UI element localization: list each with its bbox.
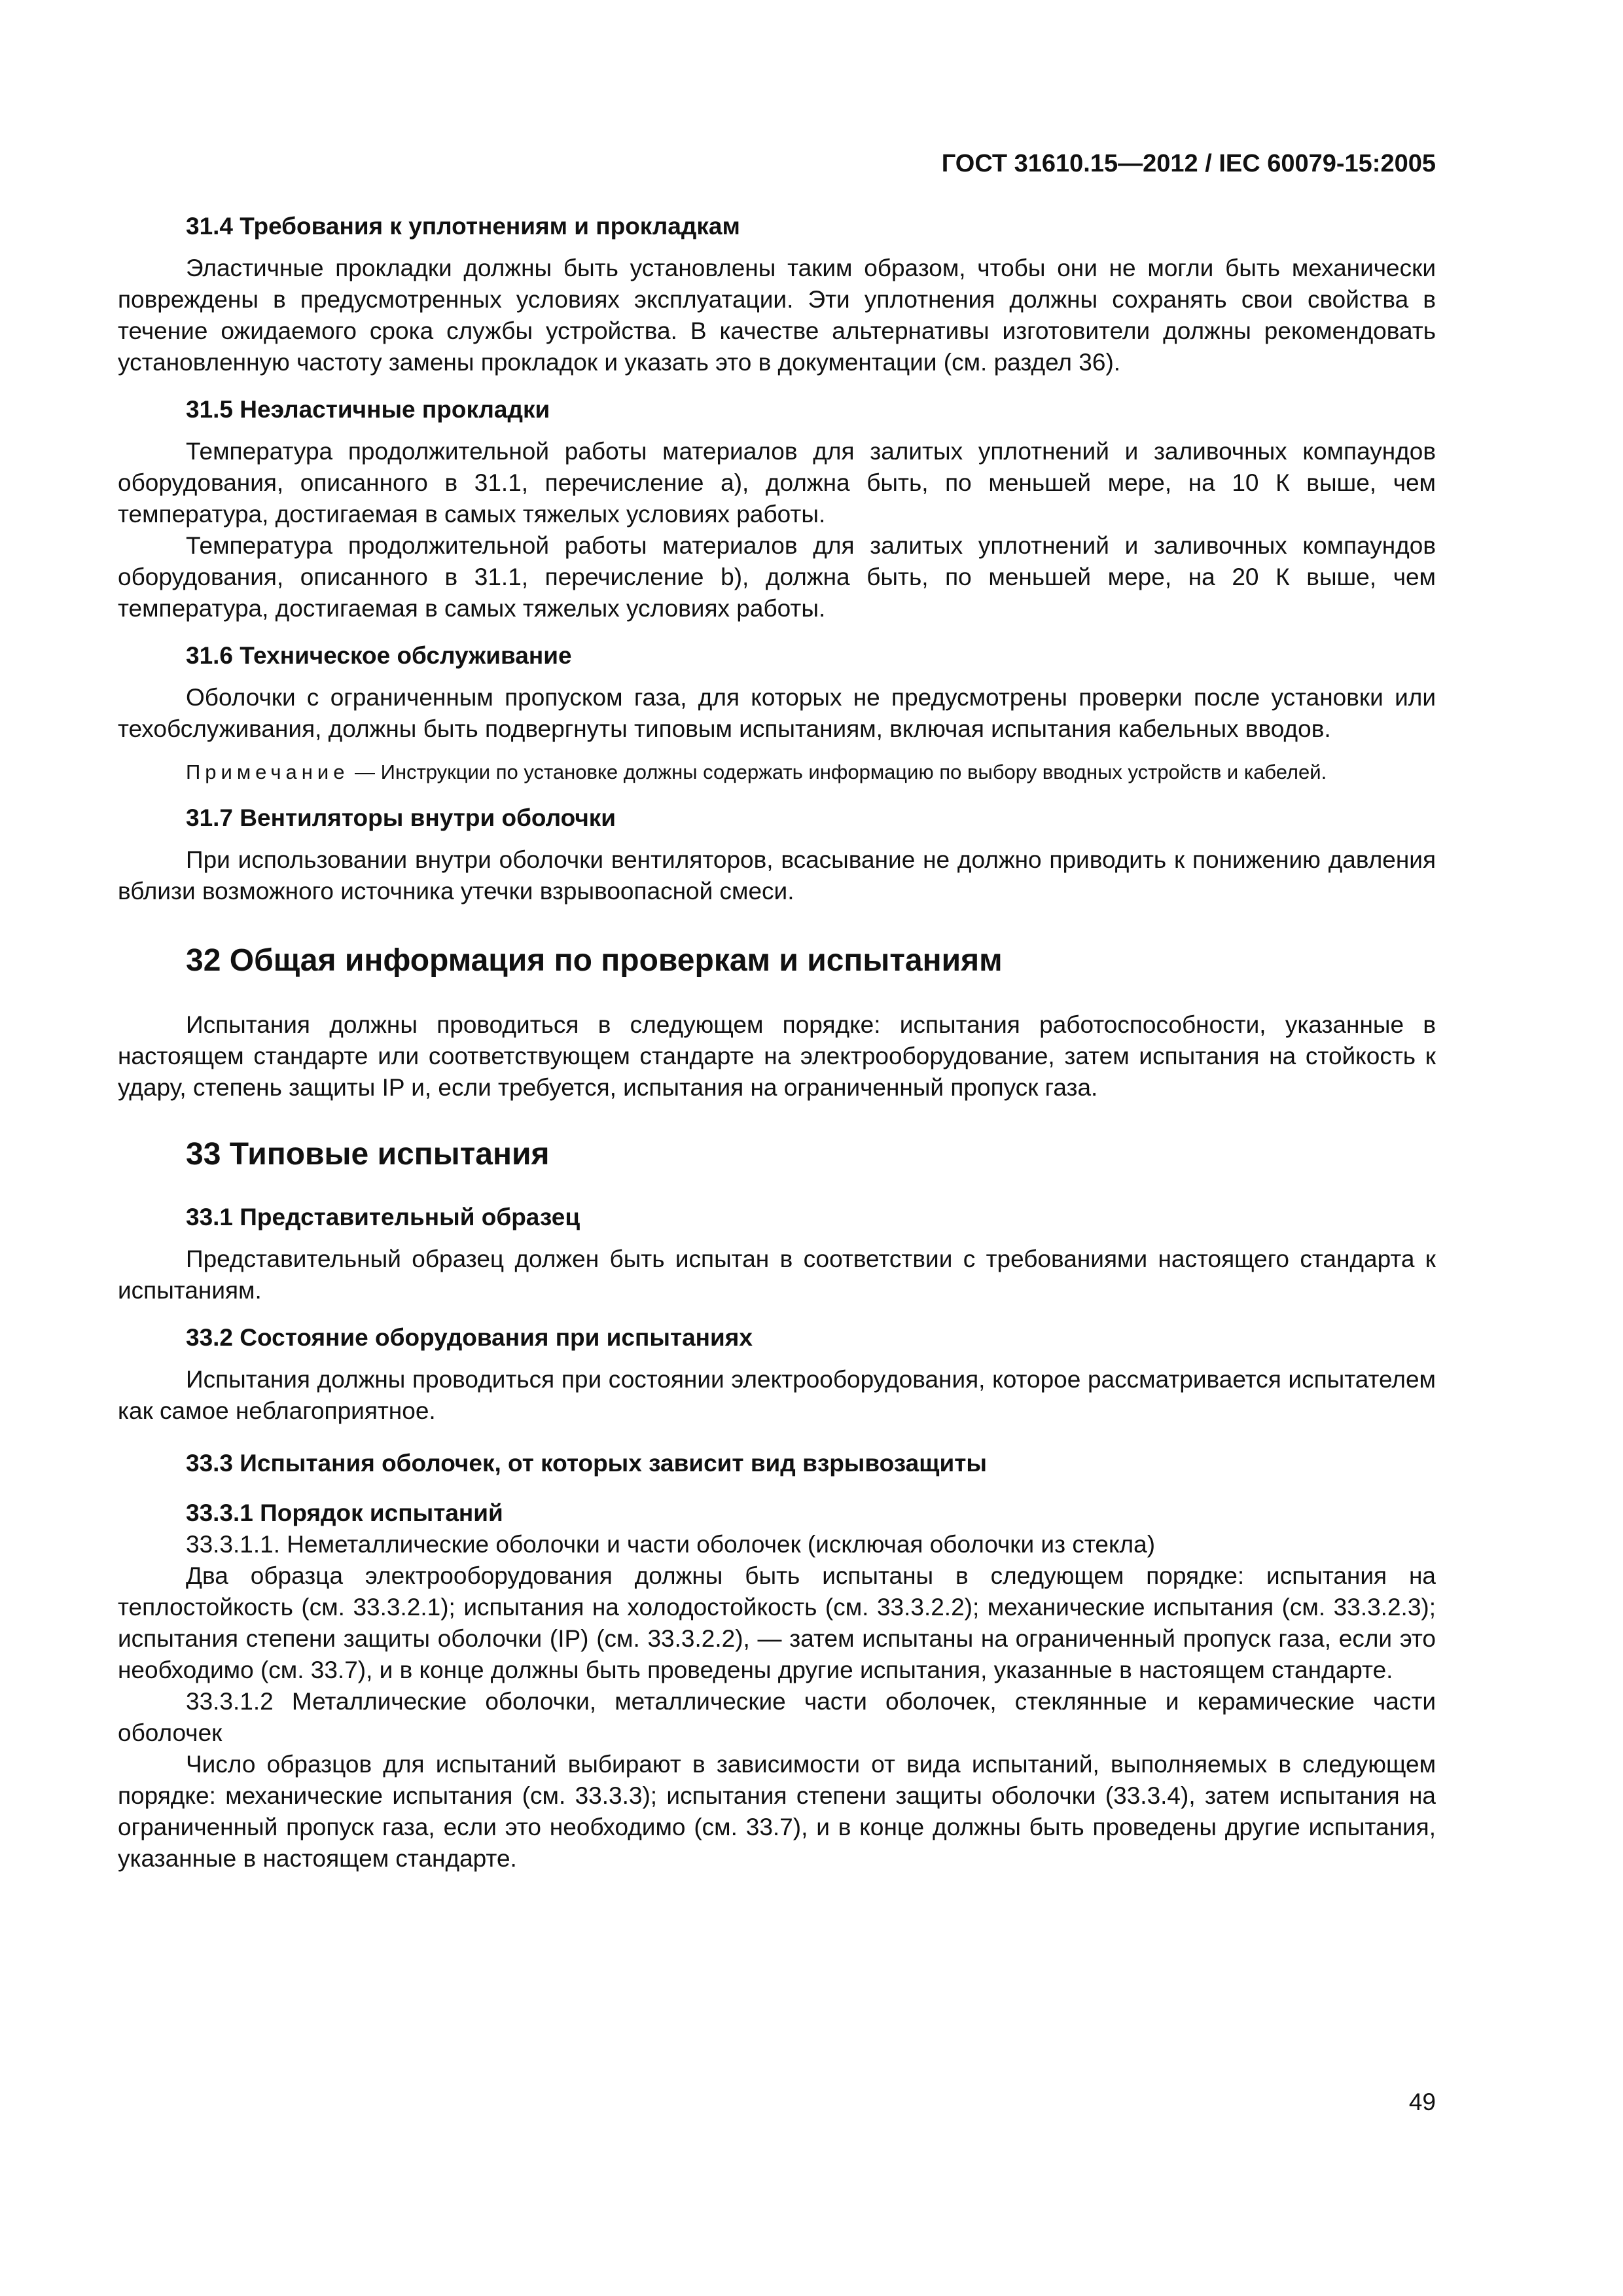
section-31-5-heading: 31.5 Неэластичные прокладки <box>186 396 550 423</box>
section-31-5-paragraph-2: Температура продолжительной работы материалов для залитых уплотнений и заливочных компаундов оборудования, описанного в 31.1, перечисление b), должна быть, по меньшей мере, на 20 К выше, чем температура, достигаемая в самых тяжелых условиях работы. <box>118 532 1436 622</box>
section-33-3-1-1-paragraph: Два образца электрооборудования должны быть испытаны в следующем порядке: испытания на теплостойкость (см. 33.3.2.1); испытания на холодостойкость (см. 33.3.2.2); механические испытания (см. 33.3.2.3); испытания степени защиты оболочки (IP) (см. 33.3.2.2), — затем испытаны на ограниченный пропуск газа, если это необходимо (см. 33.7), и в конце должны быть проведены другие испытания, указанные в настоящем стандарте. <box>118 1562 1436 1683</box>
document-body <box>118 211 1436 1874</box>
note-label: Примечание <box>186 761 349 783</box>
section-32-paragraph-1: Испытания должны проводиться в следующем порядке: испытания работоспособности, указанные в настоящем стандарте или соответствующем стандарте на электрооборудование, затем испытания на стойкость к удару, степень защиты IP и, если требуется, испытания на ограниченный пропуск газа. <box>118 1011 1436 1101</box>
section-33-1-heading: 33.1 Представительный образец <box>186 1204 580 1230</box>
section-31-4-paragraph-1: Эластичные прокладки должны быть установлены таким образом, чтобы они не могли быть механически повреждены в предусмотренных условиях эксплуатации. Эти уплотнения должны сохранять свои свойства в течение ожидаемого срока службы устройства. В качестве альтернативы изготовители должны рекомендовать установленную частоту замены прокладок и указать это в документации (см. раздел 36). <box>118 255 1436 376</box>
section-33-3-1-heading: 33.3.1 Порядок испытаний <box>186 1499 503 1526</box>
section-31-6-paragraph-1: Оболочки с ограниченным пропуском газа, для которых не предусмотрены проверки после установки или техобслуживания, должны быть подвергнуты типовым испытаниям, включая испытания кабельных вводов. <box>118 684 1436 742</box>
section-31-5-paragraph-1: Температура продолжительной работы материалов для залитых уплотнений и заливочных компаундов оборудования, описанного в 31.1, перечисление а), должна быть, по меньшей мере, на 10 К выше, чем температура, достигаемая в самых тяжелых условиях работы. <box>118 438 1436 528</box>
section-33-3-1-2-title: 33.3.1.2 Металлические оболочки, металлические части оболочек, стеклянные и керамические части оболочек <box>118 1688 1436 1746</box>
note-text: — Инструкции по установке должны содержать информацию по выбору вводных устройств и кабелей. <box>349 761 1327 783</box>
section-31-6-heading: 31.6 Техническое обслуживание <box>186 642 572 669</box>
section-33-1-paragraph-1: Представительный образец должен быть испытан в соответствии с требованиями настоящего стандарта к испытаниям. <box>118 1246 1436 1304</box>
page-header-standard-id: ГОСТ 31610.15—2012 / IEC 60079-15:2005 <box>941 150 1436 177</box>
section-33-3-1-1-title: 33.3.1.1. Неметаллические оболочки и части оболочек (исключая оболочки из стекла) <box>186 1531 1156 1558</box>
section-33-2-heading: 33.2 Состояние оборудования при испытаниях <box>186 1324 753 1351</box>
page-number: 49 <box>1408 2089 1436 2115</box>
section-31-6-note <box>118 757 1436 788</box>
section-33-3-1-2-paragraph: Число образцов для испытаний выбирают в зависимости от вида испытаний, выполняемых в следующем порядке: механические испытания (см. 33.3.3); испытания степени защиты оболочки (33.3.4), затем испытания на ограниченный пропуск газа, если это необходимо (см. 33.7), и в конце должны быть проведены другие испытания, указанные в настоящем стандарте. <box>118 1751 1436 1872</box>
section-31-4-heading: 31.4 Требования к уплотнениям и прокладкам <box>186 213 740 240</box>
section-33-3-heading: 33.3 Испытания оболочек, от которых зависит вид взрывозащиты <box>186 1450 987 1477</box>
section-33-heading: 33 Типовые испытания <box>186 1137 550 1172</box>
section-33-2-paragraph-1: Испытания должны проводиться при состоянии электрооборудования, которое рассматривается испытателем как самое неблагоприятное. <box>118 1366 1436 1424</box>
section-31-7-heading: 31.7 Вентиляторы внутри оболочки <box>186 804 616 831</box>
section-32-heading: 32 Общая информация по проверкам и испытаниям <box>186 943 1003 978</box>
section-31-7-paragraph-1: При использовании внутри оболочки вентиляторов, всасывание не должно приводить к понижению давления вблизи возможного источника утечки взрывоопасной смеси. <box>118 846 1436 905</box>
